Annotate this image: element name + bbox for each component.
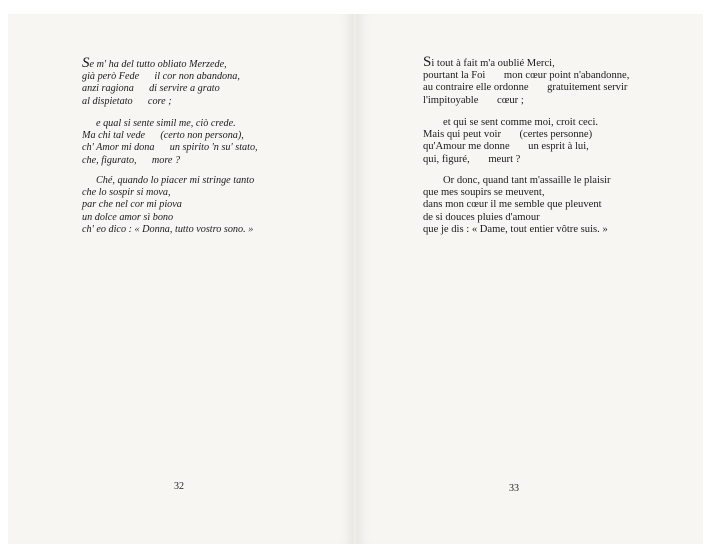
verse-line: che lo sospir si mova, (82, 187, 171, 199)
verse-line: qu'Amour me donne un esprit à lui, (423, 141, 589, 153)
verse-line: pourtant la Foi mon cœur point n'abandonne, (423, 70, 630, 82)
left-stanza-2 (82, 118, 258, 167)
drop-cap: S (423, 54, 432, 70)
page-number: 32 (174, 481, 184, 492)
verse-line: que je dis : « Dame, tout entier vôtre suis. » (423, 223, 608, 235)
verse-line: Se m' ha del tutto obliato Merzede, (82, 55, 227, 71)
verse-line: Si tout à fait m'a oublié Merci, (423, 54, 555, 70)
verse-line: che, figurato, more ? (82, 154, 181, 166)
verse-line: que mes soupirs se meuvent, (423, 187, 545, 199)
right-stanza-2 (423, 117, 598, 166)
verse-line: de si douces pluies d'amour (423, 211, 540, 223)
page-number: 33 (509, 483, 519, 494)
right-stanza-1 (423, 54, 630, 107)
verse-line: anzi ragiona di servire a grato (82, 83, 220, 95)
verse-line: dans mon cœur il me semble que pleuvent (423, 199, 602, 211)
verse-line: al dispietato core ; (82, 95, 172, 107)
left-stanza-3 (82, 175, 254, 236)
left-stanza-1 (82, 55, 240, 108)
verse-line: Ché, quando lo piacer mi stringe tanto (96, 175, 255, 186)
verse-line: l'impitoyable cœur ; (423, 94, 524, 106)
verse-line: au contraire elle ordonne gratuitement servir (423, 82, 628, 94)
verse-line: ch' eo dico : « Donna, tutto vostro sono. » (82, 223, 254, 235)
verse-line: par che nel cor mi piova (82, 199, 182, 211)
verse-line: et qui se sent comme moi, croit ceci. (443, 117, 599, 128)
verse-line: Mais qui peut voir (certes personne) (423, 129, 593, 141)
verse-line: già però Fede il cor non abandona, (82, 71, 240, 83)
verse-line: e qual si sente simil me, ciò crede. (96, 118, 236, 129)
verse-line: Ma chi tal vede (certo non persona), (82, 130, 244, 142)
verse-line: qui, figuré, meurt ? (423, 153, 521, 165)
drop-cap: S (82, 55, 90, 71)
verse-line: un dolce amor sì bono (82, 211, 174, 223)
verse-line: Or donc, quand tant m'assaille le plaisir (443, 175, 611, 186)
right-stanza-3 (423, 175, 611, 236)
verse-line: ch' Amor mi dona un spirito 'n su' stato, (82, 142, 258, 154)
